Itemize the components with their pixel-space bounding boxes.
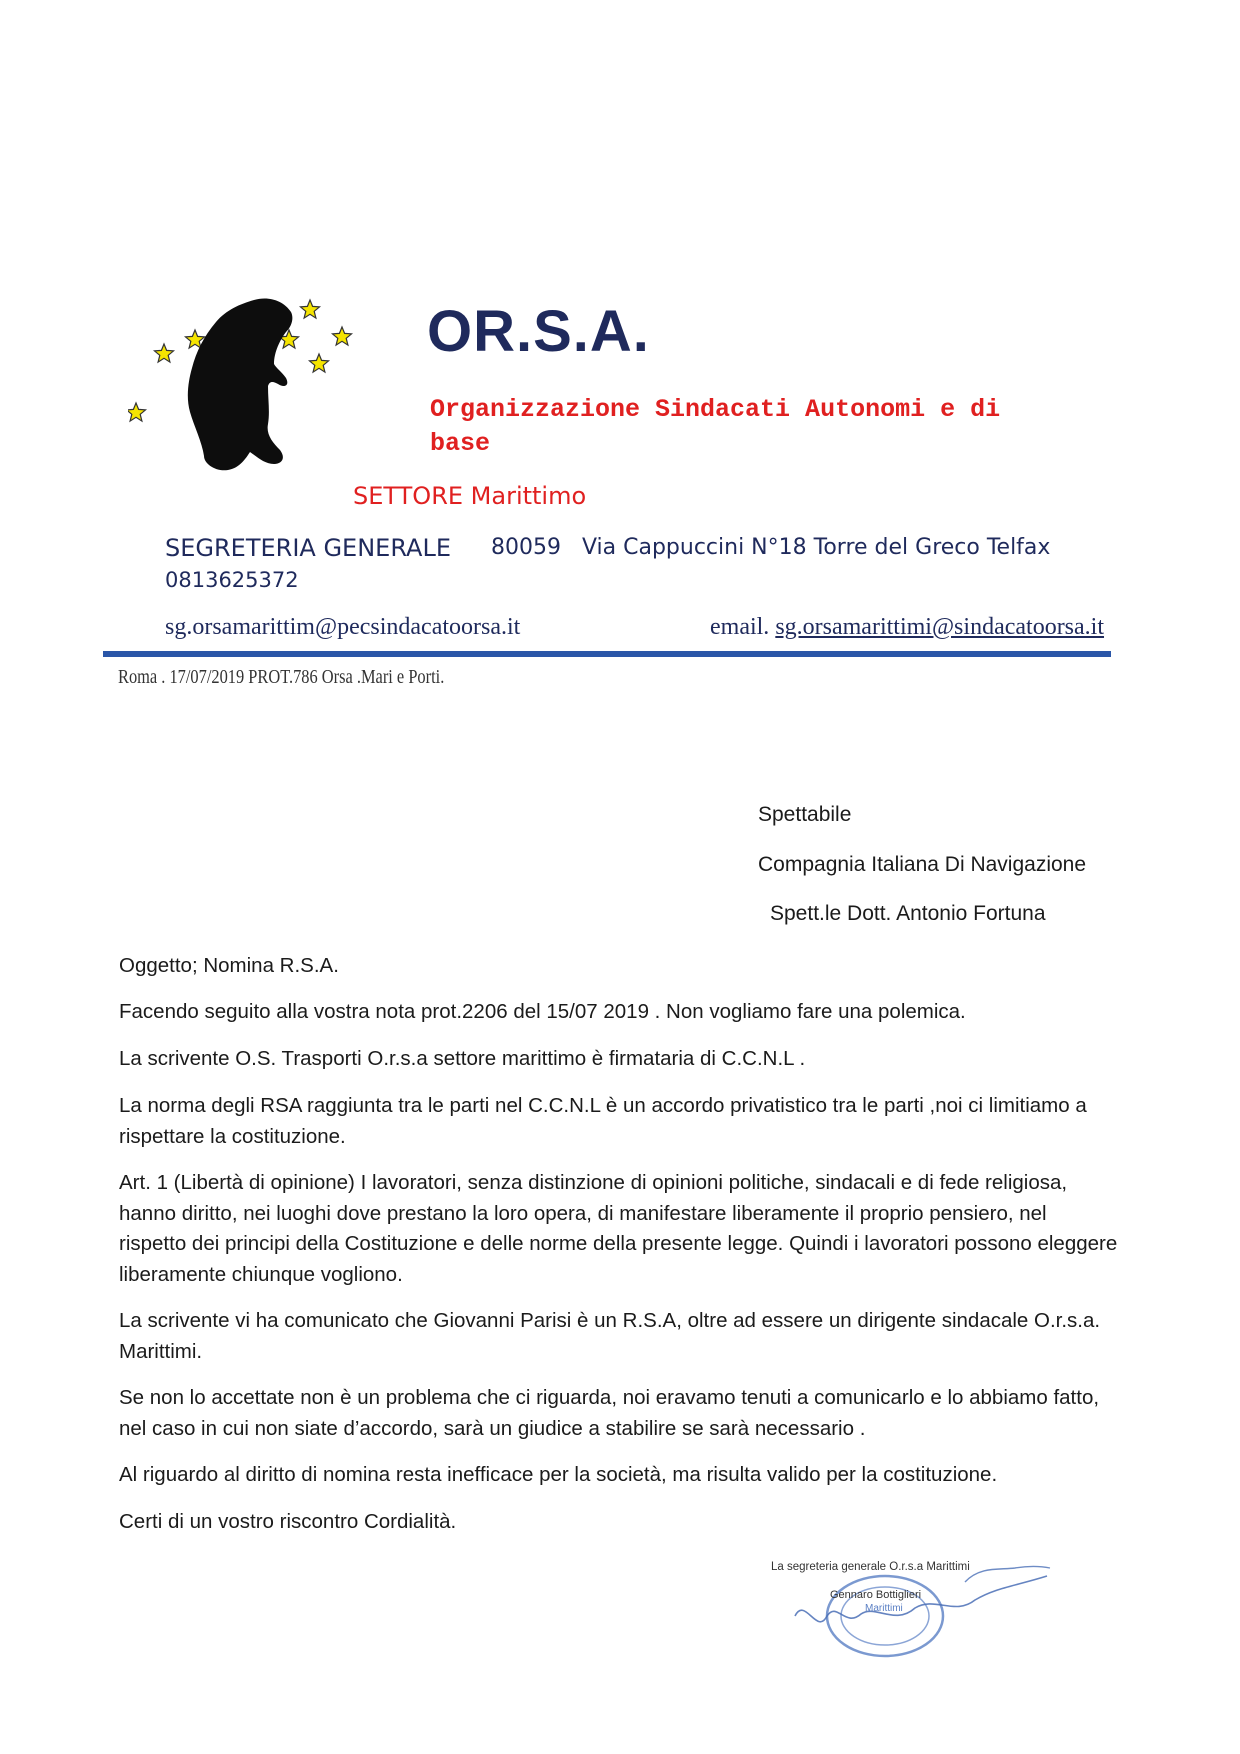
recipient-line-1: Spettabile: [758, 803, 852, 826]
email-link[interactable]: sg.orsamarittimi@sindacatoorsa.it: [775, 614, 1105, 640]
org-short-name: OR.S.A.: [427, 299, 650, 364]
email-line: [710, 614, 1104, 641]
star-icon: [155, 344, 174, 362]
star-icon: [333, 327, 352, 345]
subject-line: Oggetto; Nomina R.S.A.: [119, 954, 339, 977]
star-icon: [301, 300, 320, 318]
star-icon: [128, 403, 146, 421]
paragraph: Art. 1 (Libertà di opinione) I lavoratori, senza distinzione di opinioni politiche, sindacali e di fede religiosa, hanno diritto, nei luoghi dove prestano la loro opera, di manifestare liberamente il proprio pensiero, nel rispetto dei principi della Costituzione e delle norme della presente legge. Quindi i lavoratori possono eleggere liberamente chiunque vogliono.: [119, 1171, 1118, 1286]
protocol-line: Roma . 17/07/2019 PROT.786 Orsa .Mari e Porti.: [118, 666, 445, 688]
paragraph: Facendo seguito alla vostra nota prot.2206 del 15/07 2019 . Non vogliamo fare una polemica.: [119, 1000, 966, 1023]
bear-silhouette: [188, 299, 293, 471]
paragraph: La norma degli RSA raggiunta tra le parti nel C.C.N.L è un accordo privatistico tra le parti ,noi ci limitiamo a rispettare la costituzione.: [119, 1094, 1087, 1148]
address-line: 80059 Via Cappuccini N°18 Torre del Greco Telfax: [491, 535, 1051, 560]
orsa-bear-logo: [128, 292, 368, 477]
stamp-text: Marittimi: [865, 1603, 903, 1614]
segreteria-label: SEGRETERIA GENERALE: [165, 534, 451, 562]
paragraph: Al riguardo al diritto di nomina resta inefficace per la società, ma risulta valido per la costituzione.: [119, 1463, 998, 1486]
settore-label: SETTORE Marittimo: [353, 482, 587, 510]
paragraph: Se non lo accettate non è un problema che ci riguarda, noi eravamo tenuti a comunicarlo e lo abbiamo fatto, nel caso in cui non siate d’accordo, sarà un giudice a stabilire se sarà necessario .: [119, 1386, 1100, 1440]
star-icon: [310, 354, 329, 372]
org-full-name: Organizzazione Sindacati Autonomi e di base: [430, 395, 1001, 458]
phone-number: 0813625372: [165, 568, 299, 592]
signature-line-2: Gennaro Bottiglieri: [830, 1589, 922, 1601]
pec-address[interactable]: sg.orsamarittim@pecsindacatoorsa.it: [165, 614, 521, 640]
recipient-line-2: Compagnia Italiana Di Navigazione: [758, 853, 1087, 876]
header-rule: [103, 651, 1111, 657]
paragraph: Certi di un vostro riscontro Cordialità.: [119, 1510, 457, 1533]
email-label: email.: [710, 614, 770, 640]
signature-line-1: La segreteria generale O.r.s.a Marittimi: [771, 1561, 970, 1573]
signature-stamp: [765, 1556, 1055, 1660]
paragraph: La scrivente vi ha comunicato che Giovanni Parisi è un R.S.A, oltre ad essere un dirigente sindacale O.r.s.a. Marittimi.: [119, 1309, 1101, 1363]
recipient-line-3: Spett.le Dott. Antonio Fortuna: [770, 902, 1046, 925]
paragraph: La scrivente O.S. Trasporti O.r.s.a settore marittimo è firmataria di C.C.N.L .: [119, 1047, 806, 1070]
